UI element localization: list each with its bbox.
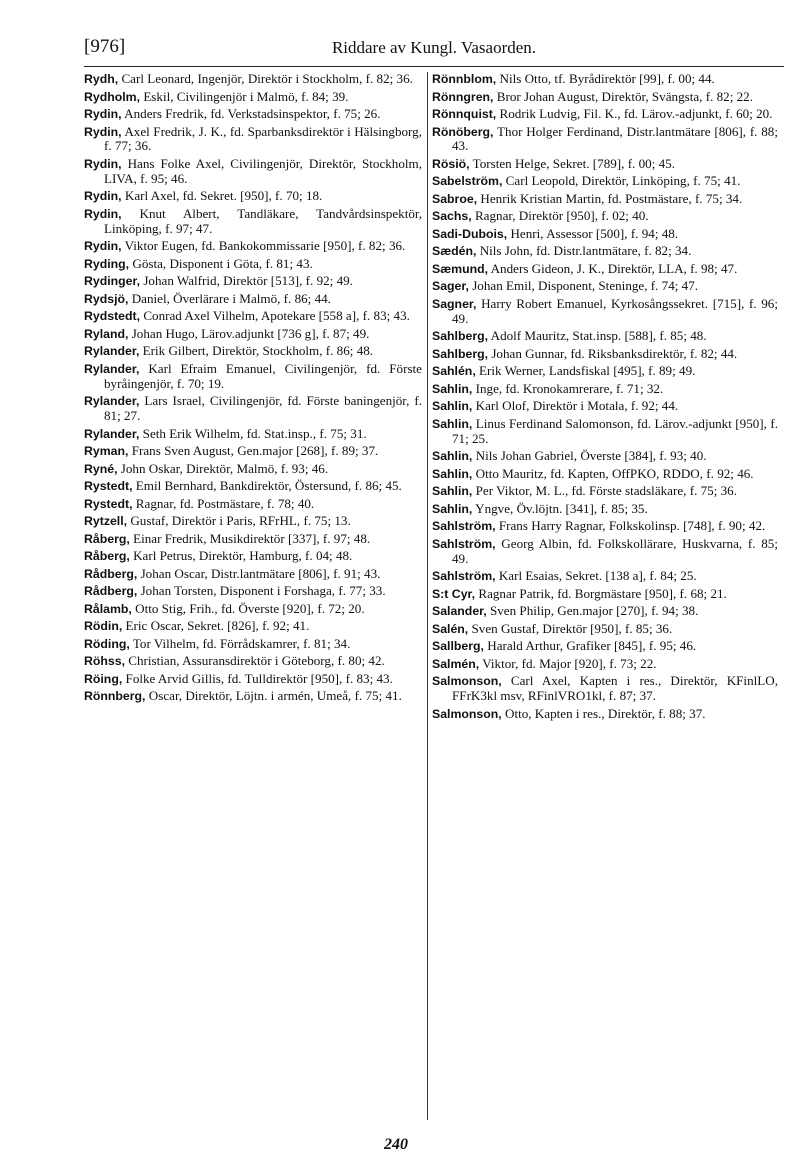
register-entry (432, 382, 778, 397)
entry-surname: Rydin, (84, 239, 122, 254)
entry-surname: Rönngren, (432, 89, 494, 104)
register-entry (432, 329, 778, 344)
entry-details: Karl Efraim Emanuel, Civilingenjör, fd. Förste byråingenjör, f. 70; 19. (104, 360, 422, 391)
entry-surname: Rystedt, (84, 496, 133, 511)
entry-details: Nils John, fd. Distr.lantmätare, f. 82; 34. (479, 243, 692, 259)
page-folio: 240 (384, 1136, 408, 1153)
entry-surname: Rönöberg, (432, 124, 494, 139)
running-title: Riddare av Kungl. Vasaorden. (331, 38, 537, 57)
register-entry (84, 672, 422, 687)
entry-details: Eskil, Civilingenjör i Malmö, f. 84; 39. (143, 88, 349, 104)
entry-surname: Råberg, (84, 531, 130, 546)
entry-details: Oscar, Direktör, Löjtn. i armén, Umeå, f. 75; 41. (148, 688, 402, 704)
entry-details: Ragnar, Direktör [950], f. 02; 40. (474, 208, 649, 224)
entry-details: Erik Gilbert, Direktör, Stockholm, f. 86; 48. (142, 343, 374, 359)
register-entry (432, 707, 778, 722)
entry-details: Georg Albin, fd. Folkskollärare, Huskvarna, f. 85; 49. (452, 535, 778, 566)
entry-surname: Rydin, (84, 156, 122, 171)
entry-surname: Röhss, (84, 654, 125, 669)
entry-details: Torsten Helge, Sekret. [789], f. 00; 45. (472, 155, 675, 171)
entry-surname: Rönnberg, (84, 689, 146, 704)
register-entry (84, 157, 422, 187)
entry-surname: Sahlström, (432, 519, 496, 534)
column-divider (427, 72, 428, 1120)
register-entry (84, 689, 422, 704)
entry-surname: Rösiö, (432, 156, 470, 171)
entry-surname: Rydsjö, (84, 291, 129, 306)
entry-details: Johan Gunnar, fd. Riksbanksdirektör, f. 82; 44. (491, 345, 738, 361)
register-entry (84, 462, 422, 477)
entry-surname: Salén, (432, 621, 469, 636)
entry-details: Johan Torsten, Disponent i Forshaga, f. 77; 33. (140, 583, 386, 599)
page-number: [976] (84, 36, 126, 57)
entry-details: Anders Gideon, J. K., Direktör, LLA, f. 98; 47. (490, 260, 738, 276)
entry-details: Otto Stig, Frih., fd. Överste [920], f. 72; 20. (135, 600, 365, 616)
entry-surname: Sahlin, (432, 449, 473, 464)
register-entry (84, 362, 422, 392)
entry-surname: Råberg, (84, 549, 130, 564)
entry-surname: Sahlberg, (432, 329, 489, 344)
entry-surname: Sahlin, (432, 466, 473, 481)
entry-surname: Rydin, (84, 206, 122, 221)
entry-details: Nils Johan Gabriel, Överste [384], f. 93; 40. (475, 448, 707, 464)
register-entry (432, 209, 778, 224)
register-entry (432, 174, 778, 189)
register-entry (84, 444, 422, 459)
entry-surname: Rylander, (84, 394, 140, 409)
register-entry (432, 347, 778, 362)
entry-details: Johan Emil, Disponent, Steninge, f. 74; 47. (472, 278, 699, 294)
register-entry (84, 637, 422, 652)
register-entry (432, 502, 778, 517)
register-entry (84, 239, 422, 254)
entry-surname: Sæmund, (432, 261, 489, 276)
entry-details: Ragnar, fd. Postmästare, f. 78; 40. (135, 495, 315, 511)
register-entry (432, 657, 778, 672)
entry-details: Karl Esaias, Sekret. [138 a], f. 84; 25. (498, 568, 697, 584)
entry-details: Otto Mauritz, fd. Kapten, OffPKO, RDDO, f. 92; 46. (475, 465, 754, 481)
entry-details: Sven Gustaf, Direktör [950], f. 85; 36. (471, 620, 673, 636)
register-entry (84, 514, 422, 529)
entry-surname: Sahlin, (432, 416, 473, 431)
entry-details: Linus Ferdinand Salomonson, fd. Lärov.-adjunkt [950], f. 71; 25. (452, 415, 778, 446)
entry-details: Einar Fredrik, Musikdirektör [337], f. 97; 48. (133, 530, 371, 546)
entry-surname: Sachs, (432, 209, 472, 224)
entry-surname: Rydin, (84, 189, 122, 204)
entry-surname: Sahlin, (432, 501, 473, 516)
right-column (432, 72, 778, 724)
register-entry (84, 497, 422, 512)
register-entry (84, 567, 422, 582)
register-entry (84, 207, 422, 237)
entry-details: Christian, Assuransdirektör i Göteborg, f. 80; 42. (128, 653, 385, 669)
entry-details: Nils Otto, tf. Byrådirektör [99], f. 00; 44. (499, 71, 715, 86)
entry-details: Johan Walfrid, Direktör [513], f. 92; 49. (143, 273, 353, 289)
entry-details: Anders Fredrik, fd. Verkstadsinspektor, f. 75; 26. (124, 106, 381, 121)
register-entry (432, 227, 778, 242)
entry-surname: Sabroe, (432, 191, 478, 206)
entry-surname: Sahlberg, (432, 346, 489, 361)
entry-surname: Röding, (84, 636, 130, 651)
entry-details: Eric Oscar, Sekret. [826], f. 92; 41. (125, 618, 310, 634)
register-entry (432, 467, 778, 482)
register-entry (432, 90, 778, 105)
entry-surname: Ryding, (84, 256, 130, 271)
register-entry (84, 292, 422, 307)
entry-surname: Rylander, (84, 344, 140, 359)
register-entry (432, 192, 778, 207)
entry-surname: Salmonson, (432, 674, 502, 689)
entry-details: Harry Robert Emanuel, Kyrkosångssekret. [715], f. 96; 49. (452, 295, 778, 326)
entry-surname: Rytzell, (84, 514, 128, 529)
register-entry (432, 72, 778, 87)
register-entry (432, 107, 778, 122)
register-entry (432, 279, 778, 294)
register-entry (432, 519, 778, 534)
entry-details: Viktor Eugen, fd. Bankokommissarie [950], f. 82; 36. (124, 238, 406, 254)
register-entry (432, 604, 778, 619)
entry-surname: Rönnblom, (432, 72, 497, 86)
register-entry (84, 189, 422, 204)
register-entry (432, 364, 778, 379)
entry-surname: Rylander, (84, 361, 140, 376)
register-entry (84, 274, 422, 289)
entry-surname: Rydin, (84, 107, 122, 121)
entry-surname: Sahlin, (432, 381, 473, 396)
register-entry (84, 107, 422, 122)
register-entry (432, 125, 778, 155)
entry-surname: Sædén, (432, 244, 477, 259)
entry-surname: Salmén, (432, 656, 480, 671)
register-entry (84, 309, 422, 324)
entry-surname: Rylander, (84, 426, 140, 441)
entry-surname: Ryland, (84, 326, 129, 341)
entry-details: Erik Werner, Landsfiskal [495], f. 89; 49. (479, 363, 696, 379)
register-entry (432, 399, 778, 414)
entry-surname: Ryman, (84, 444, 129, 459)
entry-details: Tor Vilhelm, fd. Förrådskamrer, f. 81; 34. (132, 635, 351, 651)
entry-surname: Sallberg, (432, 639, 484, 654)
entry-surname: Rönnquist, (432, 107, 497, 121)
entry-surname: Rålamb, (84, 601, 132, 616)
entry-surname: Sager, (432, 279, 469, 294)
register-entry (432, 157, 778, 172)
entry-details: John Oskar, Direktör, Malmö, f. 93; 46. (120, 460, 329, 476)
entry-surname: Sahlén, (432, 364, 476, 379)
register-entry (432, 484, 778, 499)
entry-surname: Sagner, (432, 296, 477, 311)
register-entry (432, 587, 778, 602)
entry-details: Karl Axel, fd. Sekret. [950], f. 70; 18. (124, 188, 323, 204)
entry-details: Hans Folke Axel, Civilingenjör, Direktör, Stockholm, LIVA, f. 95; 46. (104, 155, 422, 186)
entry-surname: Salmonson, (432, 706, 502, 721)
register-entry (84, 479, 422, 494)
entry-surname: S:t Cyr, (432, 586, 476, 601)
register-entry (84, 619, 422, 634)
entry-details: Carl Leonard, Ingenjör, Direktör i Stockholm, f. 82; 36. (121, 71, 413, 86)
register-entry (84, 427, 422, 442)
entry-surname: Rydinger, (84, 274, 141, 289)
register-entry (84, 257, 422, 272)
entry-surname: Rödin, (84, 619, 123, 634)
register-entry (84, 394, 422, 424)
entry-details: Carl Axel, Kapten i res., Direktör, KFinlLO, FFrK3kl msv, RFinlVRO1kl, f. 87; 37. (452, 673, 778, 704)
entry-details: Henrik Kristian Martin, fd. Postmästare, f. 75; 34. (480, 190, 743, 206)
register-entry (432, 569, 778, 584)
register-entry (84, 125, 422, 155)
entry-surname: Sadi-Dubois, (432, 226, 508, 241)
entry-surname: Röing, (84, 671, 123, 686)
entry-details: Otto, Kapten i res., Direktör, f. 88; 37. (504, 705, 706, 721)
register-entry (84, 532, 422, 547)
register-entry (84, 327, 422, 342)
entry-details: Knut Albert, Tandläkare, Tandvårdsinspektör, Linköping, f. 97; 47. (104, 205, 422, 236)
entry-details: Viktor, fd. Major [920], f. 73; 22. (482, 655, 657, 671)
register-entry (432, 674, 778, 704)
entry-surname: Rydh, (84, 72, 119, 86)
entry-surname: Sahlin, (432, 484, 473, 499)
entry-surname: Rydin, (84, 124, 122, 139)
register-entry (432, 417, 778, 447)
entry-surname: Sahlin, (432, 399, 473, 414)
entry-details: Sven Philip, Gen.major [270], f. 94; 38. (489, 603, 699, 619)
entry-details: Johan Hugo, Lärov.adjunkt [736 g], f. 87; 49. (131, 325, 370, 341)
entry-details: Thor Holger Ferdinand, Distr.lantmätare [806], f. 88; 43. (452, 123, 778, 154)
entry-details: Bror Johan August, Direktör, Svängsta, f. 82; 22. (496, 88, 754, 104)
entry-details: Seth Erik Wilhelm, fd. Stat.insp., f. 75; 31. (142, 425, 367, 441)
entry-details: Adolf Mauritz, Stat.insp. [588], f. 85; 48. (490, 328, 707, 344)
entry-details: Folke Arvid Gillis, fd. Tulldirektör [950], f. 83; 43. (125, 670, 393, 686)
register-entry (84, 584, 422, 599)
entry-surname: Sabelström, (432, 174, 503, 189)
entry-surname: Rådberg, (84, 584, 138, 599)
register-entry (84, 549, 422, 564)
entry-details: Axel Fredrik, J. K., fd. Sparbanksdirektör i Hälsingborg, f. 77; 36. (104, 123, 422, 154)
register-entry (432, 262, 778, 277)
entry-details: Gösta, Disponent i Göta, f. 81; 43. (132, 255, 313, 271)
header-rule (84, 66, 784, 67)
entry-surname: Rydstedt, (84, 309, 141, 324)
register-entry (432, 244, 778, 259)
register-entry (432, 622, 778, 637)
entry-details: Johan Oscar, Distr.lantmätare [806], f. 91; 43. (140, 565, 381, 581)
entry-details: Karl Petrus, Direktör, Hamburg, f. 04; 48. (133, 548, 353, 564)
entry-details: Frans Harry Ragnar, Folkskolinsp. [748], f. 90; 42. (498, 518, 766, 534)
register-entry (84, 90, 422, 105)
register-entry (84, 602, 422, 617)
register-entry (432, 537, 778, 567)
page-header (84, 36, 784, 66)
entry-surname: Rådberg, (84, 566, 138, 581)
register-entry (432, 449, 778, 464)
entry-surname: Salander, (432, 604, 487, 619)
entry-details: Frans Sven August, Gen.major [268], f. 89; 37. (131, 443, 379, 459)
entry-surname: Sahlström, (432, 569, 496, 584)
entry-details: Harald Arthur, Grafiker [845], f. 95; 46. (487, 638, 697, 654)
register-entry (84, 654, 422, 669)
entry-details: Emil Bernhard, Bankdirektör, Östersund, f. 86; 45. (135, 478, 402, 494)
entry-surname: Rydholm, (84, 89, 141, 104)
entry-details: Per Viktor, M. L., fd. Förste stadsläkare, f. 75; 36. (475, 483, 737, 499)
entry-details: Inge, fd. Kronokamrerare, f. 71; 32. (475, 380, 664, 396)
entry-details: Yngve, Öv.löjtn. [341], f. 85; 35. (475, 500, 648, 516)
entry-details: Rodrik Ludvig, Fil. K., fd. Lärov.-adjunkt, f. 60; 20. (499, 106, 773, 121)
register-entry (84, 72, 422, 87)
entry-surname: Sahlström, (432, 536, 496, 551)
entry-details: Gustaf, Direktör i Paris, RFrHL, f. 75; 13. (130, 513, 351, 529)
entry-details: Conrad Axel Vilhelm, Apotekare [558 a], f. 83; 43. (143, 308, 410, 324)
entry-details: Lars Israel, Civilingenjör, fd. Förste baningenjör, f. 81; 27. (104, 393, 422, 424)
entry-surname: Ryné, (84, 461, 118, 476)
entry-surname: Rystedt, (84, 479, 133, 494)
entry-details: Daniel, Överlärare i Malmö, f. 86; 44. (131, 290, 331, 306)
entry-details: Karl Olof, Direktör i Motala, f. 92; 44. (475, 398, 679, 414)
register-entry (432, 297, 778, 327)
entry-details: Ragnar Patrik, fd. Borgmästare [950], f. 68; 21. (478, 585, 727, 601)
entry-details: Henri, Assessor [500], f. 94; 48. (510, 225, 679, 241)
entry-details: Carl Leopold, Direktör, Linköping, f. 75; 41. (505, 173, 741, 189)
register-entry (84, 344, 422, 359)
left-column (84, 72, 422, 707)
register-entry (432, 639, 778, 654)
